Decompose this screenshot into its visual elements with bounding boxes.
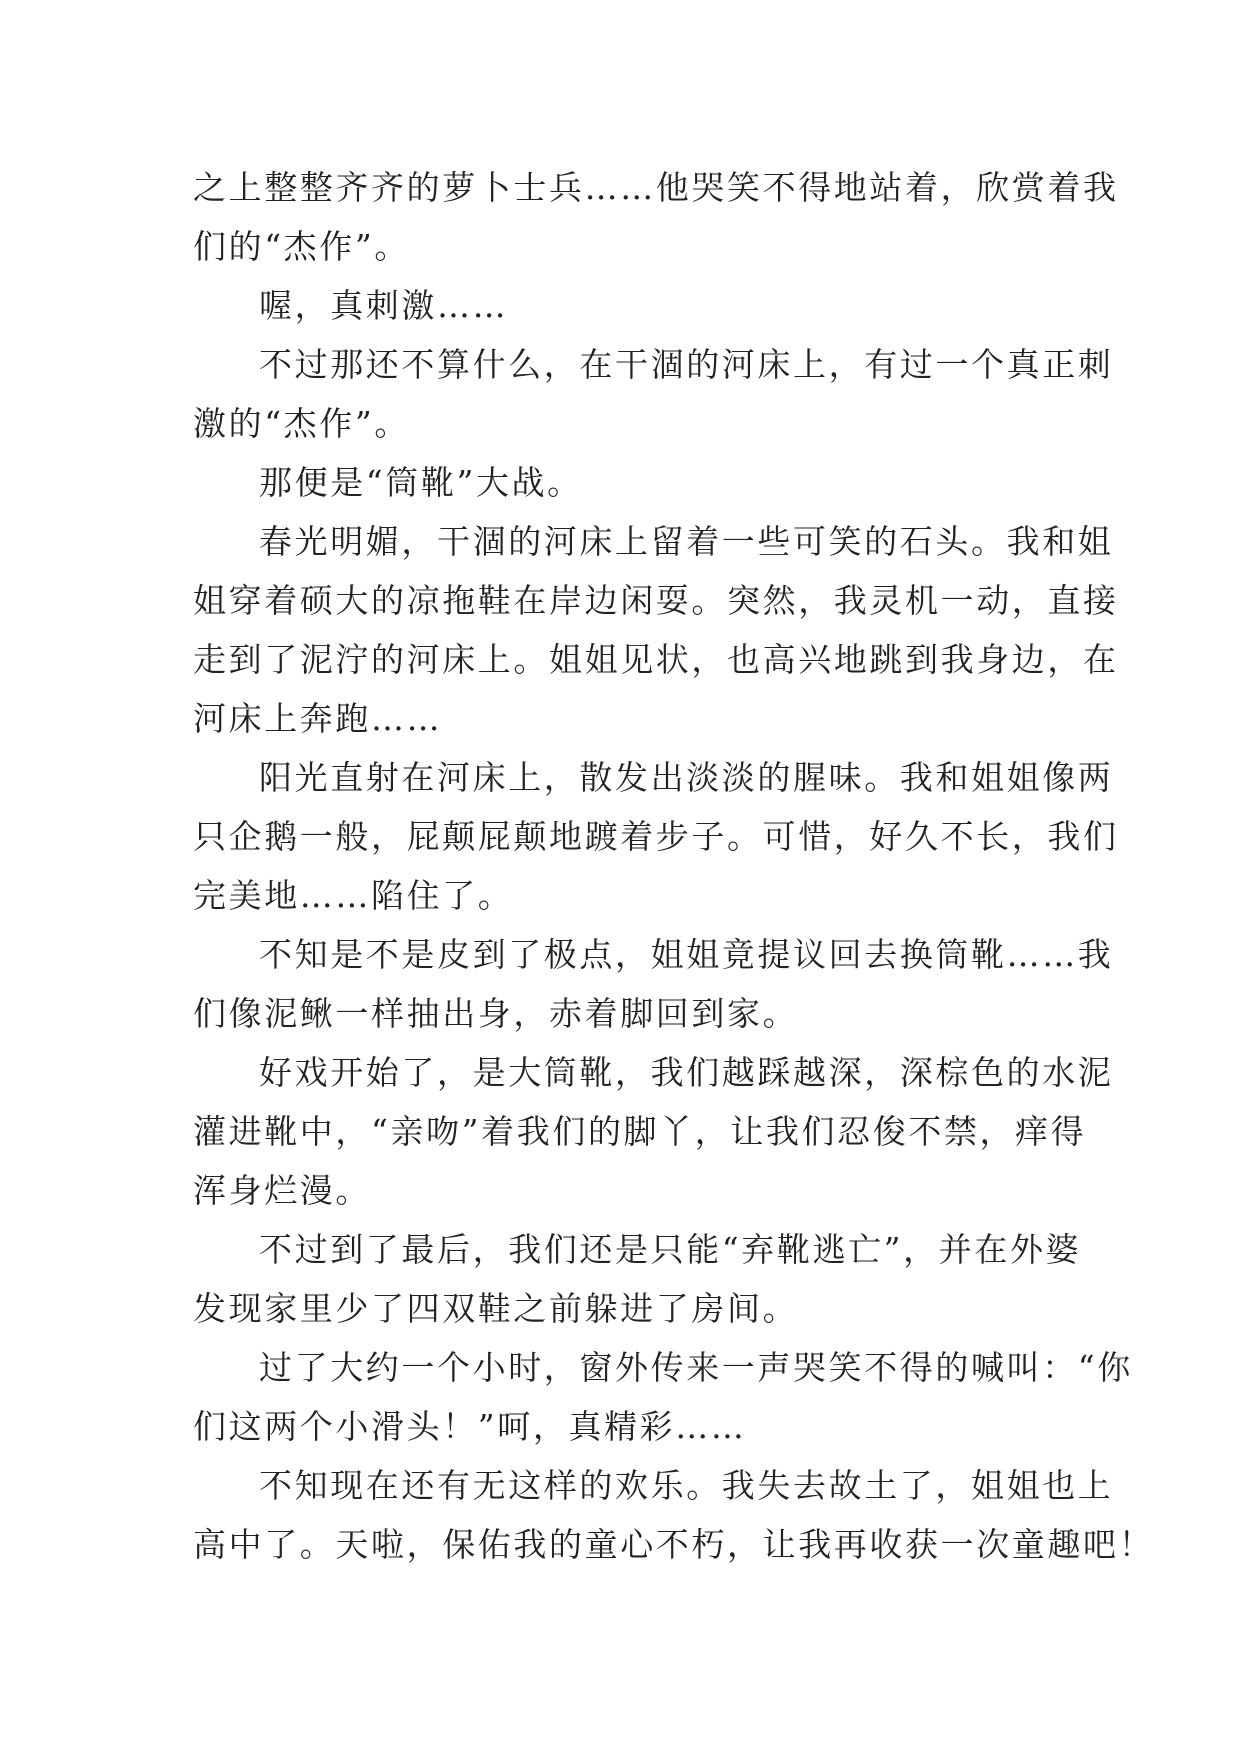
text-line: 姐穿着硕大的凉拖鞋在岸边闲耍。突然，我灵机一动，直接 <box>193 581 1119 620</box>
text-line: 们的“杰作”。 <box>193 227 410 266</box>
text-line: 河床上奔跑…… <box>193 699 443 738</box>
text-line: 走到了泥泞的河床上。姐姐见状，也高兴地跳到我身边，在 <box>193 640 1119 679</box>
paragraph-5 <box>193 512 1119 748</box>
paragraph-4 <box>193 453 1053 512</box>
text-line: 们像泥鳅一样抽出身，赤着脚回到家。 <box>193 994 799 1033</box>
text-line: 不过到了最后，我们还是只能“弃靴逃亡”，并在外婆 <box>259 1230 1082 1269</box>
paragraph-3 <box>193 335 1114 453</box>
paragraph-9 <box>193 1220 1082 1338</box>
text-line: 喔，真刺激…… <box>259 286 509 325</box>
paragraph-11 <box>193 1456 1155 1574</box>
text-line: 浑身烂漫。 <box>193 1171 371 1210</box>
text-line: 发现家里少了四双鞋之前躲进了房间。 <box>193 1289 799 1328</box>
paragraph-6 <box>193 748 1119 925</box>
text-line: 阳光直射在河床上，散发出淡淡的腥味。我和姐姐像两 <box>259 758 1114 797</box>
text-line: 完美地……陷住了。 <box>193 876 514 915</box>
text-line: 们这两个小滑头！”呵，真精彩…… <box>193 1407 747 1446</box>
text-line: 之上整整齐齐的萝卜士兵……他哭笑不得地站着，欣赏着我 <box>193 168 1119 207</box>
text-line: 只企鹅一般，屁颠屁颠地踱着步子。可惜，好久不长，我们 <box>193 817 1119 856</box>
paragraph-8 <box>193 1043 1114 1220</box>
text-line: 那便是“筒靴”大战。 <box>259 463 583 502</box>
paragraph-10 <box>193 1338 1133 1456</box>
paragraph-1 <box>193 158 1119 276</box>
text-line: 春光明媚，干涸的河床上留着一些可笑的石头。我和姐 <box>259 522 1114 561</box>
text-line: 高中了。天啦，保佑我的童心不朽，让我再收获一次童趣吧！ <box>193 1525 1155 1564</box>
text-line: 不知是不是皮到了极点，姐姐竟提议回去换筒靴……我 <box>259 935 1114 974</box>
text-line: 不知现在还有无这样的欢乐。我失去故土了，姐姐也上 <box>259 1466 1114 1505</box>
paragraph-2 <box>193 276 1053 335</box>
paragraph-7 <box>193 925 1114 1043</box>
text-line: 灌进靴中，“亲吻”着我们的脚丫，让我们忍俊不禁，痒得 <box>193 1112 1087 1151</box>
text-line: 好戏开始了，是大筒靴，我们越踩越深，深棕色的水泥 <box>259 1053 1114 1092</box>
text-line: 不过那还不算什么，在干涸的河床上，有过一个真正刺 <box>259 345 1114 384</box>
text-line: 过了大约一个小时，窗外传来一声哭笑不得的喊叫：“你 <box>259 1348 1133 1387</box>
text-line: 激的“杰作”。 <box>193 404 410 443</box>
body-text <box>193 158 1155 1574</box>
